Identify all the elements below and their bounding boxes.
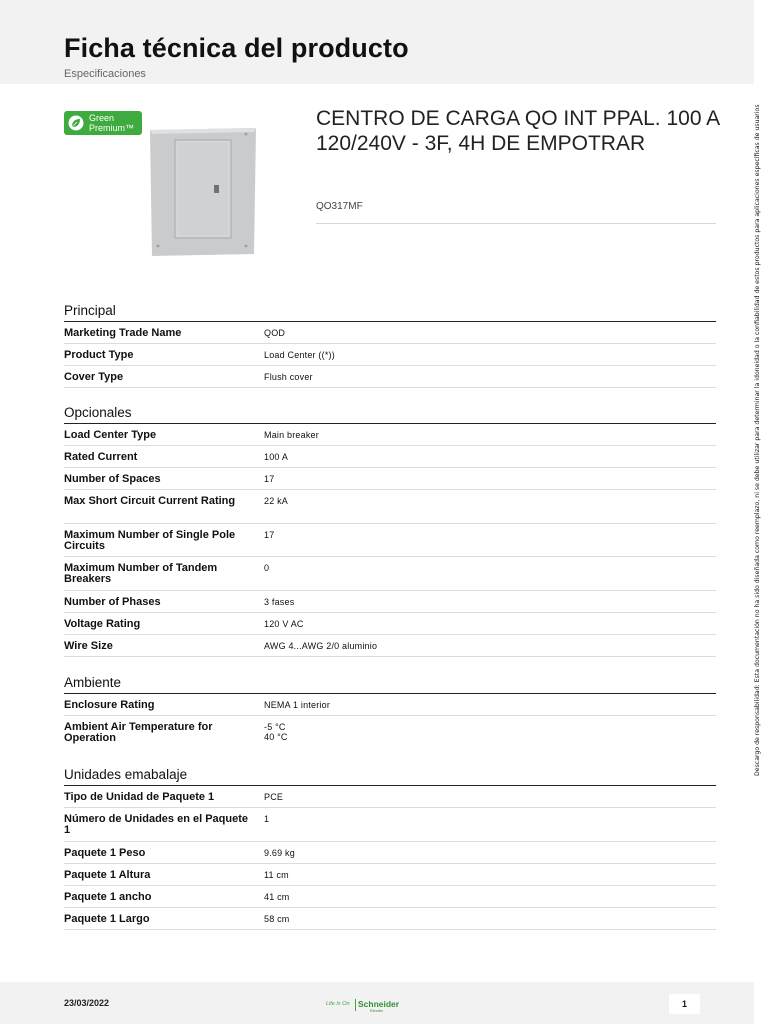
spec-row	[64, 716, 716, 750]
spec-value: 17	[264, 530, 275, 540]
spec-value: Flush cover	[264, 372, 313, 382]
spec-value: 22 kA	[264, 496, 289, 506]
spec-label: Maximum Number of Tandem Breakers	[64, 562, 218, 585]
spec-value: 0	[264, 563, 270, 573]
spec-row	[64, 635, 716, 657]
load-center-image	[150, 128, 256, 256]
spec-row	[64, 908, 716, 930]
spec-label: Maximum Number of Single Pole Circuits	[64, 529, 236, 552]
section-heading: Opcionales	[64, 405, 132, 420]
badge-line-2: Premium™	[89, 123, 135, 133]
spec-row	[64, 366, 716, 388]
spec-row	[64, 322, 716, 344]
spec-value: -5 °C 40 °C	[264, 722, 288, 742]
badge-line-1: Green	[89, 113, 115, 123]
section-principal	[64, 302, 716, 388]
spec-label: Paquete 1 ancho	[64, 891, 152, 903]
logo-tagline: Life Is On	[326, 1001, 350, 1007]
spec-row	[64, 557, 716, 591]
spec-value: PCE	[264, 792, 284, 802]
logo-sub: Electric	[370, 1008, 384, 1013]
spec-value: 120 V AC	[264, 619, 304, 629]
page-footer	[0, 982, 754, 1024]
spec-row	[64, 864, 716, 886]
spec-value: 11 cm	[264, 870, 289, 880]
footer-date: 23/03/2022	[64, 998, 110, 1008]
divider	[316, 223, 716, 224]
spec-row	[64, 842, 716, 864]
spec-row	[64, 886, 716, 908]
spec-value: Load Center ((*))	[264, 350, 335, 360]
spec-value: AWG 4...AWG 2/0 aluminio	[264, 641, 378, 651]
spec-value: 3 fases	[264, 597, 295, 607]
schneider-logo	[326, 999, 406, 1013]
spec-label: Cover Type	[64, 371, 124, 383]
spec-row	[64, 808, 716, 842]
spec-label: Paquete 1 Peso	[64, 847, 146, 859]
spec-label: Voltage Rating	[64, 618, 141, 630]
page-title: Ficha técnica del producto	[64, 33, 409, 63]
spec-value: 41 cm	[264, 892, 290, 902]
spec-label: Paquete 1 Altura	[64, 869, 151, 881]
spec-row	[64, 524, 716, 557]
spec-row	[64, 591, 716, 613]
section-heading: Ambiente	[64, 675, 122, 690]
spec-row	[64, 344, 716, 366]
spec-row	[64, 424, 716, 446]
section-heading: Principal	[64, 303, 116, 318]
logo-brand: Schneider	[358, 999, 400, 1009]
spec-label: Number of Phases	[64, 596, 161, 608]
product-reference: QO317MF	[316, 201, 363, 212]
section-opcionales	[64, 404, 716, 657]
spec-label: Load Center Type	[64, 429, 157, 441]
spec-value: 58 cm	[264, 914, 290, 924]
disclaimer-text: Descargo de responsabilidad: Esta documentación no ha sido diseñada como reemplazo, ni se debe utilizar para determinar la idoneidad o la confiabilidad de estos productos para aplicaciones específicas de usuarios	[754, 104, 761, 776]
spec-value: 100 A	[264, 452, 289, 462]
spec-label: Max Short Circuit Current Rating	[64, 495, 236, 507]
page-header	[0, 0, 754, 84]
product-title: CENTRO DE CARGA QO INT PPAL. 100 A 120/240V - 3F, 4H DE EMPOTRAR	[316, 107, 720, 155]
spec-label: Wire Size	[64, 640, 113, 652]
section-ambiente	[64, 674, 716, 750]
spec-label: Rated Current	[64, 451, 138, 463]
spec-label: Paquete 1 Largo	[64, 913, 150, 925]
spec-label: Number of Spaces	[64, 473, 161, 485]
spec-label: Ambient Air Temperature for Operation	[64, 721, 213, 744]
spec-row	[64, 468, 716, 490]
section-heading: Unidades emabalaje	[64, 767, 188, 782]
logo-separator	[355, 999, 356, 1011]
spec-value: 9.69 kg	[264, 848, 295, 858]
spec-row	[64, 490, 716, 524]
spec-row	[64, 694, 716, 716]
spec-label: Marketing Trade Name	[64, 327, 182, 339]
green-premium-badge	[64, 111, 142, 135]
page-number: 1	[669, 994, 700, 1014]
spec-value: Main breaker	[264, 430, 319, 440]
spec-label: Tipo de Unidad de Paquete 1	[64, 791, 215, 803]
spec-value: NEMA 1 interior	[264, 700, 331, 710]
section-unidades	[64, 766, 716, 930]
spec-value: 1	[264, 814, 270, 824]
spec-label: Product Type	[64, 349, 134, 361]
spec-label: Enclosure Rating	[64, 699, 155, 711]
spec-value: 17	[264, 474, 275, 484]
leaf-icon	[68, 115, 84, 131]
spec-row	[64, 613, 716, 635]
spec-label: Número de Unidades en el Paquete 1	[64, 813, 248, 836]
spec-value: QOD	[264, 328, 286, 338]
spec-row	[64, 446, 716, 468]
page-subtitle: Especificaciones	[64, 68, 146, 80]
spec-row	[64, 786, 716, 808]
